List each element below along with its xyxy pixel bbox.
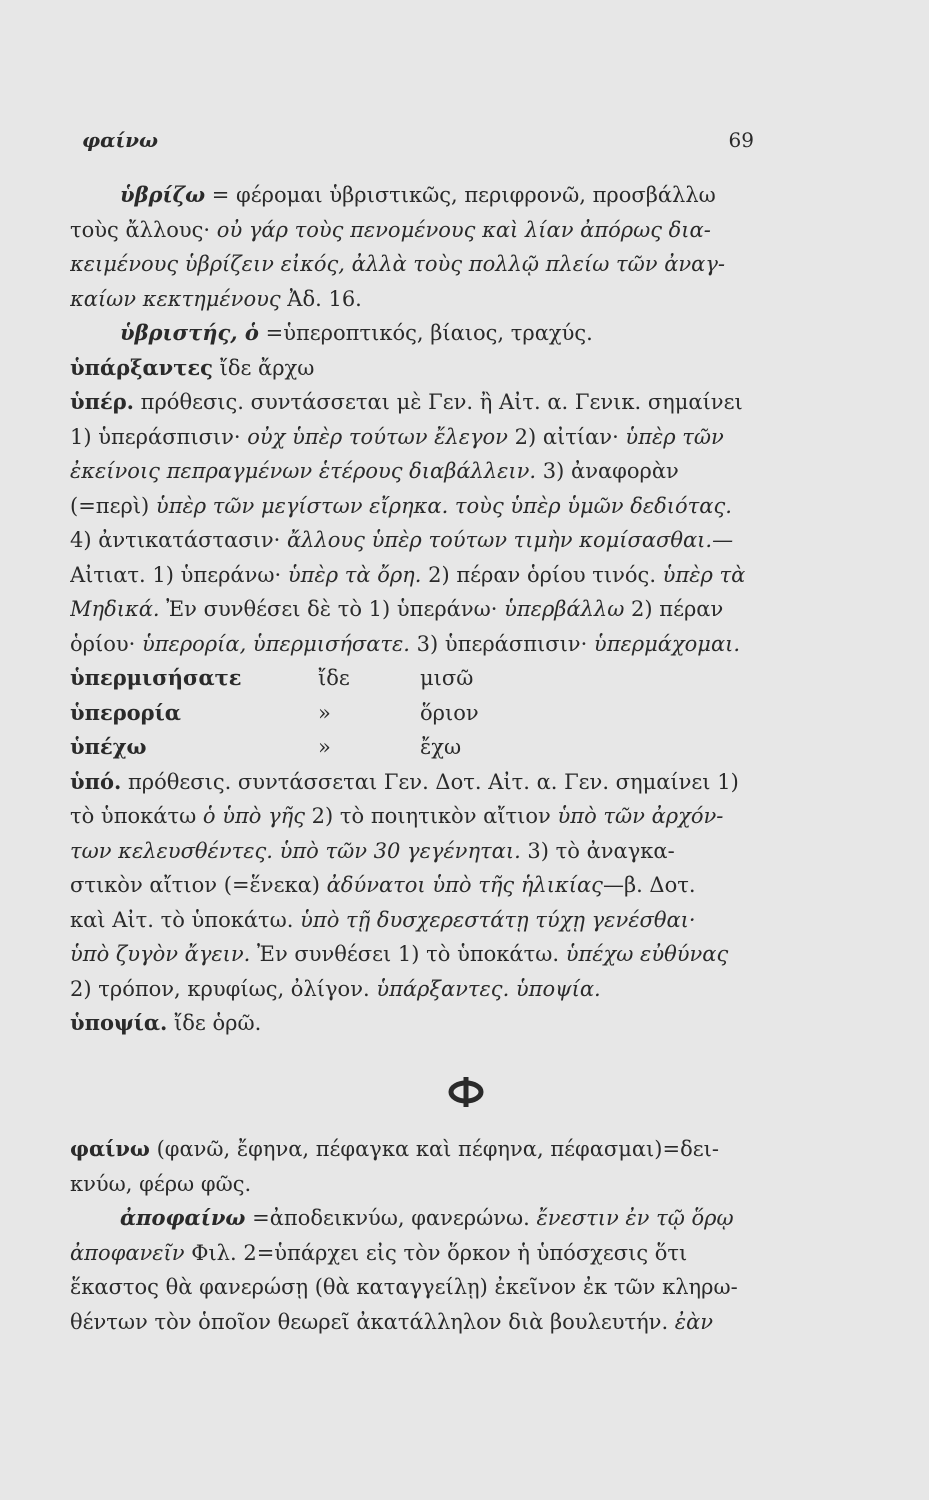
text-line: των κελευσθέντες. ὑπὸ τῶν 30 γεγένηται. 3) τὸ ἀναγκα- <box>70 838 675 863</box>
text-line: στικὸν αἴτιον (=ἕνεκα) ἀδύνατοι ὑπὸ τῆς ἡλικίας—β. Δοτ. <box>70 873 696 897</box>
text-line: ὑπό. πρόθεσις. συντάσσεται Γεν. Δοτ. Αἰτ. α. Γεν. σημαίνει 1) <box>70 768 739 794</box>
text-line: ὑπέρ. πρόθεσις. συντάσσεται μὲ Γεν. ἢ Αἰτ. α. Γενικ. σημαίνει <box>70 389 743 414</box>
text-line: τὸ ὑποκάτω ὁ ὑπὸ γῆς 2) τὸ ποιητικὸν αἴτιον ὑπὸ τῶν ἀρχόν- <box>70 804 724 828</box>
text-line: καὶ Αἰτ. τὸ ὑποκάτω. ὑπὸ τῇ δυσχερεστάτῃ τύχῃ γενέσθαι· <box>70 907 696 932</box>
entries-phi <box>70 1132 766 1339</box>
text-line: (=περὶ) ὑπὲρ τῶν μεγίστων εἴρηκα. τοὺς ὑπὲρ ὑμῶν δεδιότας. <box>70 493 732 518</box>
entries-upsilon <box>70 178 766 1041</box>
text-line: ἀποφανεῖν Φιλ. 2=ὑπάρχει εἰς τὸν ὅρκον ἡ ὑπόσχεσις ὅτι <box>70 1240 688 1265</box>
text-line: 4) ἀντικατάστασιν· ἄλλους ὑπὲρ τούτων τιμὴν κομίσασθαι.— <box>70 528 734 552</box>
text-line: ὑπερορία » ὅριον <box>70 699 479 725</box>
text-line: ὑπερμισήσατε ἴδε μισῶ <box>70 665 474 690</box>
text-line: Μηδικά. Ἐν συνθέσει δὲ τὸ 1) ὑπεράνω· ὑπερβάλλω 2) πέραν <box>70 597 724 621</box>
text-line: φαίνω (φανῶ, ἔφηνα, πέφαγκα καὶ πέφηνα, πέφασμαι)=δει- <box>70 1136 719 1161</box>
text-line: ὑπέχω » ἔχω <box>70 734 462 759</box>
text-line: ὑβριστής, ὁ =ὑπεροπτικός, βίαιος, τραχύς. <box>120 320 593 345</box>
text-line: ὑποψία. ἴδε ὁρῶ. <box>70 1010 262 1035</box>
phi-ornament-icon <box>444 1076 488 1108</box>
text-line: Αἰτιατ. 1) ὑπεράνω· ὑπὲρ τὰ ὄρη. 2) πέραν ὁρίου τινός. ὑπὲρ τὰ <box>70 562 746 587</box>
page-header <box>70 128 754 158</box>
text-line: ὑβρίζω = φέρομαι ὑβριστικῶς, περιφρονῶ, προσβάλλω <box>120 182 716 207</box>
text-line: ὑπάρξαντες ἴδε ἄρχω <box>70 354 315 380</box>
text-line: ἀποφαίνω =ἀποδεικνύω, φανερώνω. ἔνεστιν ἐν τῷ ὅρῳ <box>120 1205 734 1230</box>
text-line: θέντων τὸν ὁποῖον θεωρεῖ ἀκατάλληλον διὰ βουλευτήν. ἐὰν <box>70 1309 714 1334</box>
text-line: κνύω, φέρω φῶς. <box>70 1171 252 1196</box>
text-line: ὑπὸ ζυγὸν ἄγειν. Ἐν συνθέσει 1) τὸ ὑποκάτω. ὑπέχω εὐθύνας <box>70 942 729 966</box>
text-line: κειμένους ὑβρίζειν εἰκός, ἀλλὰ τοὺς πολλῷ πλείω τῶν ἀναγ- <box>70 252 725 276</box>
text-line: ἕκαστος θὰ φανερώσῃ (θὰ καταγγείλῃ) ἐκεῖνον ἐκ τῶν κληρω- <box>70 1275 738 1299</box>
text-line: καίων κεκτημένους Ἀδ. 16. <box>70 286 362 311</box>
page-number: 69 <box>728 128 754 152</box>
running-head: φαίνω <box>82 128 159 152</box>
text-line: ἐκείνοις πεπραγμένων ἑτέρους διαβάλλειν. 3) ἀναφορὰν <box>70 459 679 483</box>
text-line: τοὺς ἄλλους· οὐ γάρ τοὺς πενομένους καὶ λίαν ἀπόρως δια- <box>70 217 711 242</box>
text-line: 1) ὑπεράσπισιν· οὐχ ὑπὲρ τούτων ἔλεγον 2) αἰτίαν· ὑπὲρ τῶν <box>70 424 724 449</box>
text-line: 2) τρόπον, κρυφίως, ὀλίγον. ὑπάρξαντες. ὑποψία. <box>70 976 601 1001</box>
text-line: ὁρίου· ὑπερορία, ὑπερμισήσατε. 3) ὑπεράσπισιν· ὑπερμάχομαι. <box>70 631 741 656</box>
